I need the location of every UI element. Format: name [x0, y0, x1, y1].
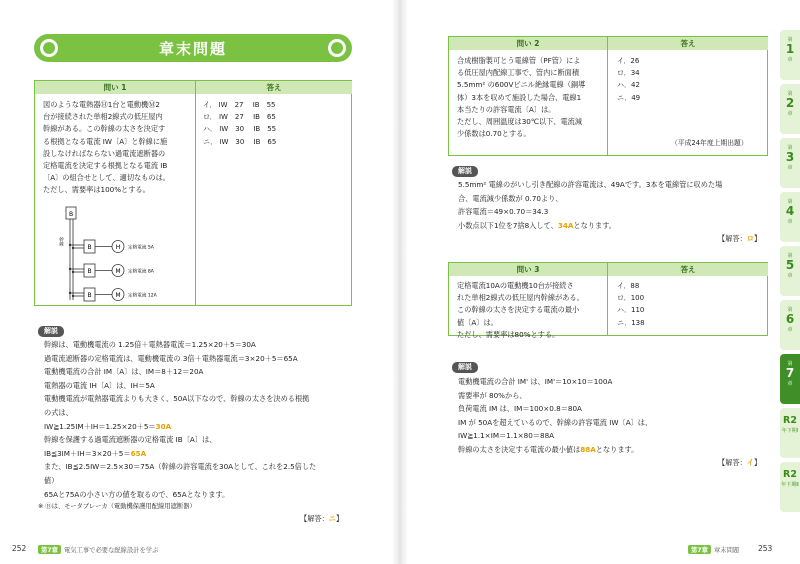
- tab-number: 2: [785, 96, 795, 110]
- explanation-1-text: IW≧1.25IM＋IH＝1.25×20＋5＝: [44, 421, 156, 431]
- question-3-text-line: ただし、需要率は80%とする。: [457, 329, 560, 339]
- explanation-1-line: [44, 447, 364, 461]
- answer-2-pre: 【解答：: [718, 234, 747, 243]
- question-2-text-line: 本当たりの許容電流〔A〕は。: [457, 104, 556, 114]
- explanation-1-text: 過電流遮断器の定格電流は、電動機電流の 3倍＋電熱器電流＝3×20＋5＝65A: [44, 353, 298, 363]
- question-2-text-line: 5.5mm² の600Vビニル絶縁電線（銅導: [457, 80, 586, 90]
- explanation-1-text: 65Aと75Aの小さい方の値を取るので、65Aとなります。: [44, 489, 230, 499]
- explanation-1-line: [44, 406, 364, 420]
- explanation-1-line: [44, 338, 364, 352]
- question-2-text: [457, 55, 607, 140]
- main-breaker-label: B: [68, 211, 74, 218]
- question-1-text-line: 台が接続された単相2線式の低圧屋内: [43, 112, 163, 122]
- answer-1-value: ニ: [328, 514, 336, 523]
- question-2-source: （平成24年度上期出題）: [671, 139, 748, 147]
- explanation-1-text: 電動機電流が電熱器電流よりも大きく、50A以下なので、幹線の太さを決める根拠: [44, 394, 310, 404]
- tab-prefix: 第: [787, 145, 793, 151]
- explanation-3-tag: 解説: [452, 362, 478, 373]
- explanation-3-text: 電動機電流の合計 IM' は、IM'＝10×10＝100A: [458, 377, 613, 386]
- explanation-1-text: 電熱器の電流 IH〔A〕は、IH＝5A: [44, 380, 155, 390]
- explanation-2-line: [458, 219, 778, 233]
- tab-number: 4: [785, 204, 795, 218]
- question-2-choice-line: ロ．34: [617, 69, 640, 78]
- explanation-2-text: 小数点以下1位を7捨8入して、: [458, 220, 558, 230]
- question-1-text-line: る根拠となる電流 IW〔A〕と幹線に施: [43, 136, 168, 146]
- branch-breaker-label: B: [87, 292, 92, 299]
- footer-right-text: 章末問題: [713, 547, 740, 554]
- explanation-2-line: [458, 205, 778, 219]
- answer-2: [718, 234, 761, 244]
- chapter-tab-6[interactable]: [780, 300, 800, 350]
- question-3-text-line: 定格電流10Aの電動機10台が接続さ: [457, 281, 574, 290]
- tab-suffix: 年下期Ⅰ: [781, 428, 799, 434]
- answer-3: [718, 458, 761, 468]
- branch-breaker-label: B: [87, 244, 92, 251]
- footer-right: [688, 545, 739, 554]
- explanation-1-line: [44, 488, 364, 502]
- load-rating-label: 定格電流 5A: [128, 245, 154, 251]
- question-3-text-line: 値〔A〕は。: [457, 317, 498, 327]
- answer-2-post: 】: [753, 234, 762, 243]
- tab-prefix: 第: [787, 307, 793, 313]
- explanation-1-line: [44, 392, 364, 406]
- load-symbol: H: [115, 244, 121, 251]
- question-1-choices: [203, 99, 276, 148]
- question-3-choice-line: ハ．110: [617, 306, 645, 315]
- explanation-3-line: [458, 375, 778, 389]
- question-3-divider: [607, 263, 608, 335]
- explanation-3-line: [458, 402, 778, 416]
- question-1-text: [43, 99, 193, 197]
- tab-prefix: 第: [787, 37, 793, 43]
- explanation-1-text: IB≦3IM＋IH＝3×20＋5＝: [44, 448, 131, 458]
- question-2-choice-line: イ．26: [617, 57, 640, 65]
- question-3-text-line: れた単相2線式の低圧屋内幹線がある。: [457, 293, 584, 303]
- answer-3-post: 】: [753, 458, 762, 467]
- explanation-1-line: [44, 352, 364, 366]
- question-2-text-line: ただし、周囲温度は30℃以下、電流減: [457, 117, 583, 127]
- question-1-header: 問い 1: [35, 81, 195, 94]
- footnote: ※ Ⓑは、モータブレーカ（電動機保護用配線用遮断器）: [38, 503, 196, 510]
- explanation-2: [458, 178, 778, 232]
- question-3-text-line: この幹線の太さを決定する電流の最小: [457, 305, 580, 315]
- chapter-tab-2[interactable]: [780, 84, 800, 134]
- question-2-header: 問い 2: [449, 37, 607, 50]
- footer-left-text: 電気工事で必要な配線設計を学ぶ: [63, 547, 159, 554]
- tab-number: 6: [785, 312, 795, 326]
- explanation-1-text: 幹線は、電動機電流の 1.25倍＋電熱器電流＝1.25×20＋5＝30A: [44, 340, 256, 349]
- explanation-1-text: 値）: [44, 475, 59, 485]
- explanation-1-line: [44, 420, 364, 434]
- question-1-choice-line: ロ． IW 27 IB 65: [203, 113, 276, 122]
- explanation-2-line: [458, 192, 778, 206]
- question-1-choice-line: イ． IW 27 IB 55: [203, 101, 276, 109]
- chapter-tab-3[interactable]: [780, 138, 800, 188]
- tab-suffix: 章: [787, 273, 793, 279]
- explanation-1: [44, 338, 364, 501]
- explanation-1-text: 幹線を保護する過電流遮断器の定格電流 IB〔A〕は、: [44, 435, 217, 445]
- tab-number: R2: [783, 469, 797, 480]
- load-rating-label: 定格電流 8A: [128, 269, 154, 275]
- question-3-box: [448, 262, 768, 339]
- page-number-right: 253: [758, 544, 773, 553]
- answer-1-header: 答え: [196, 81, 352, 94]
- answer-1-pre: 【解答：: [300, 514, 329, 523]
- chapter-tab-9[interactable]: [780, 462, 800, 512]
- chapter-tab-4[interactable]: [780, 192, 800, 242]
- question-3-choice-line: ニ．138: [617, 318, 645, 327]
- footer-right-chapter: 第7章: [688, 545, 711, 554]
- question-2-choice-line: ニ．49: [617, 93, 641, 102]
- question-2-choice-line: ハ．42: [617, 81, 640, 90]
- explanation-1-text: また、IB≦2.5IW＝2.5×30＝75A（幹線の許容電流を30Aとして、これを2.5倍した: [44, 462, 317, 472]
- chapter-title: 章末問題: [158, 40, 227, 58]
- question-3-choice-line: ロ．100: [617, 294, 645, 303]
- explanation-2-text: 5.5mm² 電線のがいし引き配線の許容電流は、49Aです。3本を電線管に収めた場: [458, 180, 723, 189]
- explanation-3-line: [458, 429, 778, 443]
- explanation-3-text: IM が 50Aを超えているので、幹線の許容電流 IW〔A〕は、: [458, 417, 653, 427]
- explanation-1-line: [44, 365, 364, 379]
- answer-2-header: 答え: [608, 37, 768, 50]
- explanation-1-line: [44, 460, 364, 474]
- load-symbol: M: [115, 292, 121, 299]
- explanation-3-text: 幹線の太さを決定する電流の最小値は: [458, 444, 581, 454]
- answer-3-pre: 【解答：: [718, 458, 747, 467]
- explanation-3-line: [458, 443, 778, 457]
- tab-suffix: 章: [787, 57, 793, 63]
- tab-suffix: 章: [787, 327, 793, 333]
- question-1-text-line: 設しなければならない過電流遮断器の: [43, 148, 166, 158]
- explanation-1-line: [44, 433, 364, 447]
- tab-suffix: 章: [787, 381, 793, 387]
- load-symbol: M: [115, 268, 121, 275]
- circuit-diagram: [60, 205, 195, 307]
- question-1-text-line: 幹線がある。この幹線の太さを決定す: [43, 124, 166, 134]
- answer-1-post: 】: [335, 514, 344, 523]
- question-3-header: 問い 3: [449, 263, 607, 276]
- load-rows: [69, 240, 158, 301]
- question-2-text-line: る低圧屋内配線工事で、管内に断面積: [457, 68, 580, 78]
- footer-left-chapter: 第7章: [38, 545, 61, 554]
- explanation-3-text-tail: となります。: [595, 444, 639, 454]
- chapter-tab-8[interactable]: [780, 408, 800, 458]
- question-1-choice-line: ニ． IW 30 IB 65: [203, 137, 277, 146]
- answer-1: [300, 514, 343, 524]
- tab-suffix: 章: [787, 219, 793, 225]
- chapter-tab-7[interactable]: [780, 354, 800, 404]
- question-2-text-line: 体）3本を収めて施設した場合、電線1: [457, 92, 582, 102]
- explanation-2-tag: 解説: [452, 166, 478, 177]
- explanation-1-line: [44, 474, 364, 488]
- question-1-divider: [195, 81, 196, 305]
- tab-prefix: 第: [787, 361, 793, 367]
- tab-number: R2: [783, 415, 797, 426]
- load-rating-label: 定格電流 12A: [128, 293, 157, 299]
- explanation-3-text: 需要率が 80%から、: [458, 390, 527, 400]
- tab-prefix: 第: [787, 253, 793, 259]
- explanation-1-highlight: 65A: [130, 448, 147, 458]
- answer-3-value: イ: [746, 458, 754, 467]
- question-3-choices: [617, 280, 645, 329]
- question-2-text-line: 少係数は0.70とする。: [457, 129, 531, 139]
- branch-breaker-label: B: [87, 268, 92, 275]
- tab-suffix: 章: [787, 111, 793, 117]
- question-2-box: [448, 36, 768, 156]
- tab-number: 5: [785, 258, 795, 272]
- explanation-3: [458, 375, 778, 457]
- chapter-tab-1[interactable]: [780, 30, 800, 80]
- tab-prefix: 第: [787, 199, 793, 205]
- chapter-banner: [34, 34, 352, 62]
- footer-left: [38, 545, 158, 554]
- explanation-3-line: [458, 416, 778, 430]
- question-3-text: [457, 280, 607, 341]
- tab-suffix: 章: [787, 165, 793, 171]
- question-3-choice-line: イ．88: [617, 282, 640, 290]
- explanation-tag: 解説: [38, 326, 64, 337]
- explanation-3-text: IW≧1.1×IM＝1.1×80＝88A: [458, 431, 555, 441]
- question-2-divider: [607, 37, 608, 155]
- question-1-text-line: 定格電流を決定する根拠となる電流 IB: [43, 161, 168, 171]
- explanation-3-highlight: 88A: [580, 444, 596, 454]
- right-page: [400, 0, 800, 564]
- question-1-text-line: ただし、需要率は100%とする。: [43, 185, 150, 195]
- explanation-3-line: [458, 389, 778, 403]
- question-1-text-line: 図のような電熱器Ⓗ1台と電動機Ⓜ2: [43, 100, 160, 109]
- tab-suffix: 年下期Ⅱ: [781, 482, 799, 488]
- chapter-tab-5[interactable]: [780, 246, 800, 296]
- explanation-1-text: 電動機電流の合計 IM〔A〕は、IM＝8＋12＝20A: [44, 367, 204, 377]
- explanation-2-line: [458, 178, 778, 192]
- explanation-1-text: の式は、: [44, 407, 73, 417]
- explanation-2-highlight: 34A: [557, 220, 574, 230]
- trunk-label: 幹線: [58, 237, 64, 246]
- explanation-2-text: 合、電流減少係数が 0.70より、: [458, 193, 563, 203]
- question-1-text-line: 〔A〕の組合せとして、適切なものは。: [43, 173, 170, 183]
- question-2-text-line: 合成樹脂製可とう電線管（PF管）によ: [457, 56, 581, 65]
- tab-number: 1: [785, 42, 795, 56]
- explanation-2-text: 許容電流＝49×0.70＝34.3: [458, 207, 549, 217]
- answer-3-header: 答え: [608, 263, 768, 276]
- question-1-choice-line: ハ． IW 30 IB 55: [203, 125, 277, 134]
- question-2-choices: [617, 55, 640, 104]
- tab-number: 7: [785, 366, 795, 380]
- explanation-2-text-tail: となります。: [573, 220, 616, 230]
- tab-prefix: 第: [787, 91, 793, 97]
- page-number-left: 252: [12, 544, 27, 553]
- explanation-1-highlight: 30A: [155, 421, 172, 431]
- explanation-3-text: 負荷電流 IM は、IM＝100×0.8＝80A: [458, 404, 582, 414]
- explanation-1-line: [44, 379, 364, 393]
- answer-2-value: ロ: [746, 234, 754, 243]
- tab-number: 3: [785, 150, 795, 164]
